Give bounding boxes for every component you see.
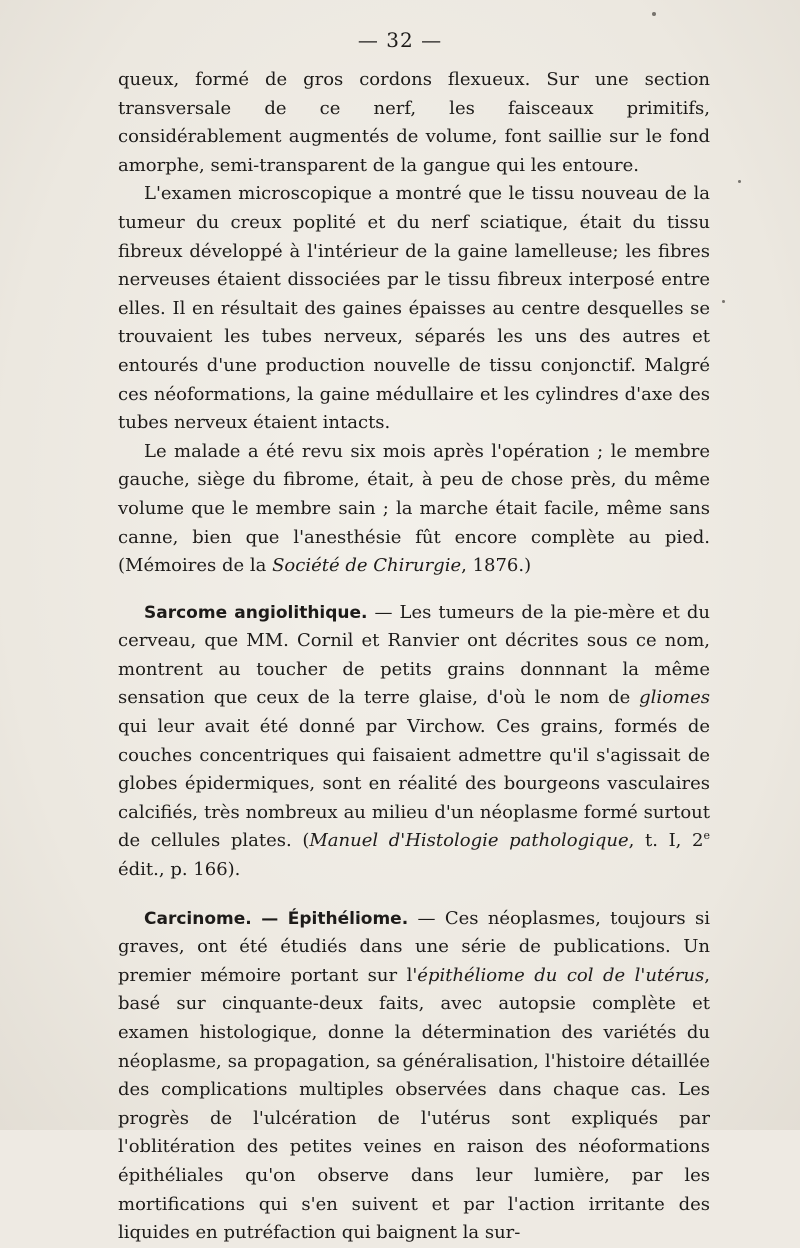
paragraph-sarcome-text: — Les tumeurs de la pie-mère et du cerveau, que MM. Cornil et Ranvier ont décrites sous ce nom, montrent au toucher de petits grains donnnant la même sensation que ceux de la terre glaise, d'où le nom de bbox=[118, 601, 710, 709]
paragraph-1 bbox=[118, 66, 710, 180]
paragraph-carcinome-text: — Ces néoplasmes, toujours si graves, ont été étudiés dans une série de publications. Un premier mémoire portant sur l' bbox=[118, 907, 710, 986]
paragraph-carcinome-text-2: , basé sur cinquante-deux faits, avec autopsie complète et examen histologique, donne la détermination des variétés du néoplasme, sa propagation, sa généralisation, l'histoire détaillée des complications multiples observées dans chaque cas. Les progrès de l'ulcération de l'utérus sont expliqués par l'oblitération des petites veines en raison des néoformations épithéliales qu'on observe dans leur lumière, par les mortifications qui s'en suivent et par l'action irritante des liquides en putréfaction qui baignent la sur- bbox=[118, 964, 710, 1244]
paragraph-carcinome bbox=[118, 905, 710, 1248]
body-text bbox=[118, 66, 710, 1248]
paragraph-3-tail: , 1876.) bbox=[461, 555, 532, 577]
paragraph-2-text: L'examen microscopique a montré que le tissu nouveau de la tumeur du creux poplité et du nerf sciatique, était du tissu fibreux développé à l'intérieur de la gaine lamelleuse; les fibres nerveuses étaient dissociées par le tissu fibreux interposé entre elles. Il en résultait des gaines épaisses au centre desquelles se trouvaient les tubes nerveux, séparés les uns des autres et entourés d'une production nouvelle de tissu conjonctif. Malgré ces néoformations, la gaine médullaire et les cylindres d'axe des tubes nerveux étaient intacts. bbox=[118, 183, 710, 434]
term-gliomes: gliomes bbox=[639, 687, 710, 709]
heading-carcinome: Carcinome. — Épithéliome. bbox=[144, 908, 409, 929]
edition-superscript: e bbox=[703, 829, 710, 843]
paragraph-2 bbox=[118, 180, 710, 437]
citation-page: édit., p. 166). bbox=[118, 859, 241, 881]
citation-volume: , t. I, 2 bbox=[628, 830, 704, 852]
paragraph-3 bbox=[118, 438, 710, 581]
paragraph-3-citation: Société de Chirurgie bbox=[272, 555, 462, 577]
ink-speck bbox=[738, 180, 741, 183]
ink-speck bbox=[722, 300, 725, 303]
term-epitheliome: épithéliome du col de l'utérus bbox=[417, 964, 705, 986]
paragraph-sarcome bbox=[118, 599, 710, 885]
paragraph-sarcome-text-2: qui leur avait été donné par Virchow. Ces grains, formés de couches concentriques qui faisaient admettre qu'il s'agissait de globes épidermiques, sont en réalité des bourgeons vasculaires calcifiés, très nombreux au milieu d'un néoplasme formé surtout de cellules plates. ( bbox=[118, 716, 710, 852]
ink-speck bbox=[652, 12, 656, 16]
page-number: — 32 — bbox=[357, 28, 443, 52]
citation-manuel: Manuel d'Histologie pathologique bbox=[309, 830, 629, 852]
paragraph-3-text: Le malade a été revu six mois après l'opération ; le membre gauche, siège du fibrome, était, à peu de chose près, du même volume que le membre sain ; la marche était facile, même sans canne, bien que l'anesthésie fût encore complète au pied. (Mémoires de la bbox=[118, 440, 710, 577]
heading-sarcome: Sarcome angiolithique. bbox=[144, 602, 368, 623]
paragraph-1-text: queux, formé de gros cordons flexueux. Sur une section transversale de ce nerf, les faisceaux primitifs, considérablement augmentés de volume, font saillie sur le fond amorphe, semi-transparent de la gangue qui les entoure. bbox=[118, 69, 710, 176]
